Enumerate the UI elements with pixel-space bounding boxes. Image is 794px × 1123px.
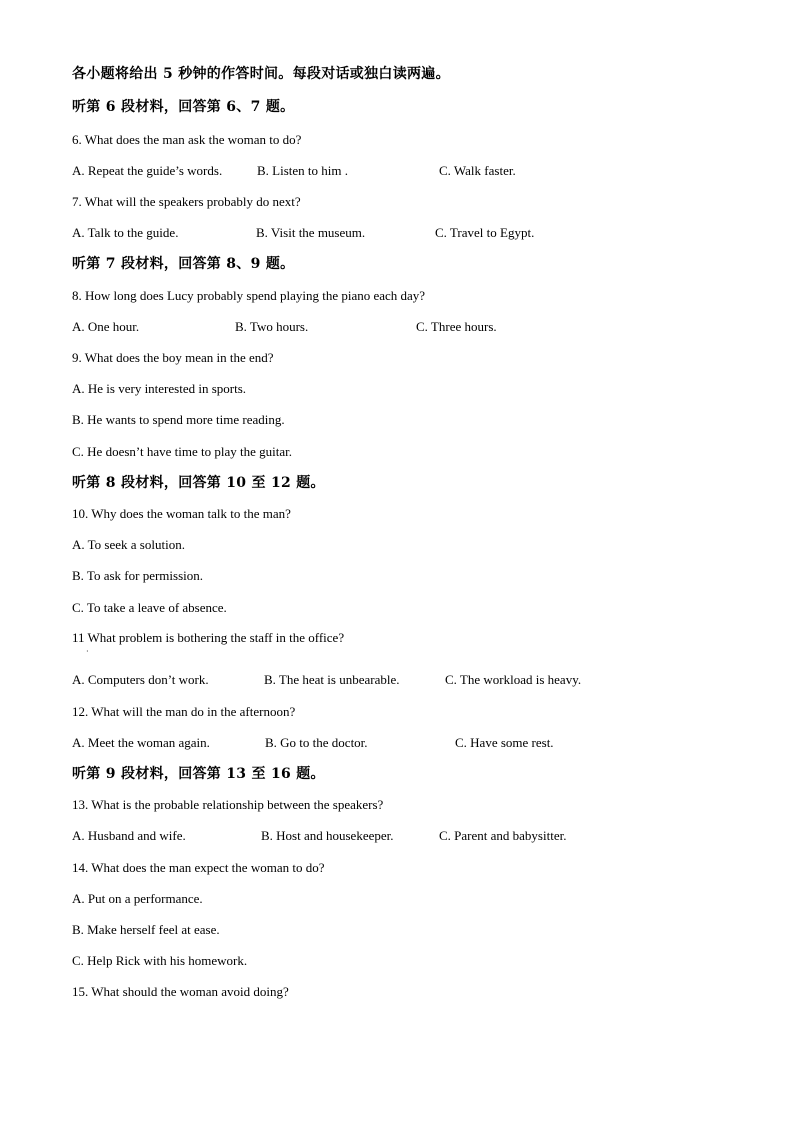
question-15: 15. What should the woman avoid doing?	[72, 984, 289, 999]
q10-option-b: B. To ask for permission.	[72, 568, 204, 583]
question-13: 13. What is the probable relationship between the speakers?	[72, 797, 384, 812]
stray-dot-mark: ·	[86, 647, 89, 656]
q14-option-c: C. Help Rick with his homework.	[72, 953, 248, 968]
question-11: 11 What problem is bothering the staff in the office?	[72, 630, 345, 645]
q11-option-c: C. The workload is heavy.	[445, 672, 582, 687]
question-8: 8. How long does Lucy probably spend playing the piano each day?	[72, 288, 426, 303]
q7-option-b: B. Visit the museum.	[256, 225, 366, 240]
question-12: 12. What will the man do in the afternoon?	[72, 704, 296, 719]
q11-option-a: A. Computers don’t work.	[72, 672, 209, 687]
q14-option-a: A. Put on a performance.	[72, 891, 203, 906]
question-10: 10. Why does the woman talk to the man?	[72, 506, 291, 521]
q10-option-c: C. To take a leave of absence.	[72, 600, 227, 615]
q9-option-c: C. He doesn’t have time to play the guitar.	[72, 444, 292, 459]
section-heading-8: 听第 8 段材料，回答第 10 至 12 题。	[72, 475, 325, 491]
q13-option-a: A. Husband and wife.	[72, 828, 186, 843]
q6-option-c: C. Walk faster.	[439, 163, 516, 178]
section-heading-7: 听第 7 段材料，回答第 8、9 题。	[72, 256, 295, 272]
q12-option-c: C. Have some rest.	[455, 735, 554, 750]
question-7: 7. What will the speakers probably do next?	[72, 194, 301, 209]
instructions-text: 各小题将给出 5 秒钟的作答时间。每段对话或独白读两遍。	[72, 66, 450, 82]
question-14: 14. What does the man expect the woman to do?	[72, 860, 325, 875]
section-heading-6: 听第 6 段材料，回答第 6、7 题。	[72, 99, 295, 115]
q12-option-a: A. Meet the woman again.	[72, 735, 210, 750]
q11-option-b: B. The heat is unbearable.	[264, 672, 400, 687]
q9-option-b: B. He wants to spend more time reading.	[72, 412, 285, 427]
q13-option-c: C. Parent and babysitter.	[439, 828, 567, 843]
q8-option-c: C. Three hours.	[416, 319, 497, 334]
q13-option-b: B. Host and housekeeper.	[261, 828, 394, 843]
section-heading-9: 听第 9 段材料，回答第 13 至 16 题。	[72, 766, 325, 782]
q9-option-a: A. He is very interested in sports.	[72, 381, 247, 396]
q7-option-c: C. Travel to Egypt.	[435, 225, 535, 240]
q6-option-b: B. Listen to him .	[257, 163, 348, 178]
q8-option-b: B. Two hours.	[235, 319, 309, 334]
question-9: 9. What does the boy mean in the end?	[72, 350, 274, 365]
q8-option-a: A. One hour.	[72, 319, 140, 334]
q10-option-a: A. To seek a solution.	[72, 537, 185, 552]
question-6: 6. What does the man ask the woman to do?	[72, 132, 302, 147]
q6-option-a: A. Repeat the guide’s words.	[72, 163, 223, 178]
q14-option-b: B. Make herself feel at ease.	[72, 922, 220, 937]
q12-option-b: B. Go to the doctor.	[265, 735, 368, 750]
q7-option-a: A. Talk to the guide.	[72, 225, 179, 240]
